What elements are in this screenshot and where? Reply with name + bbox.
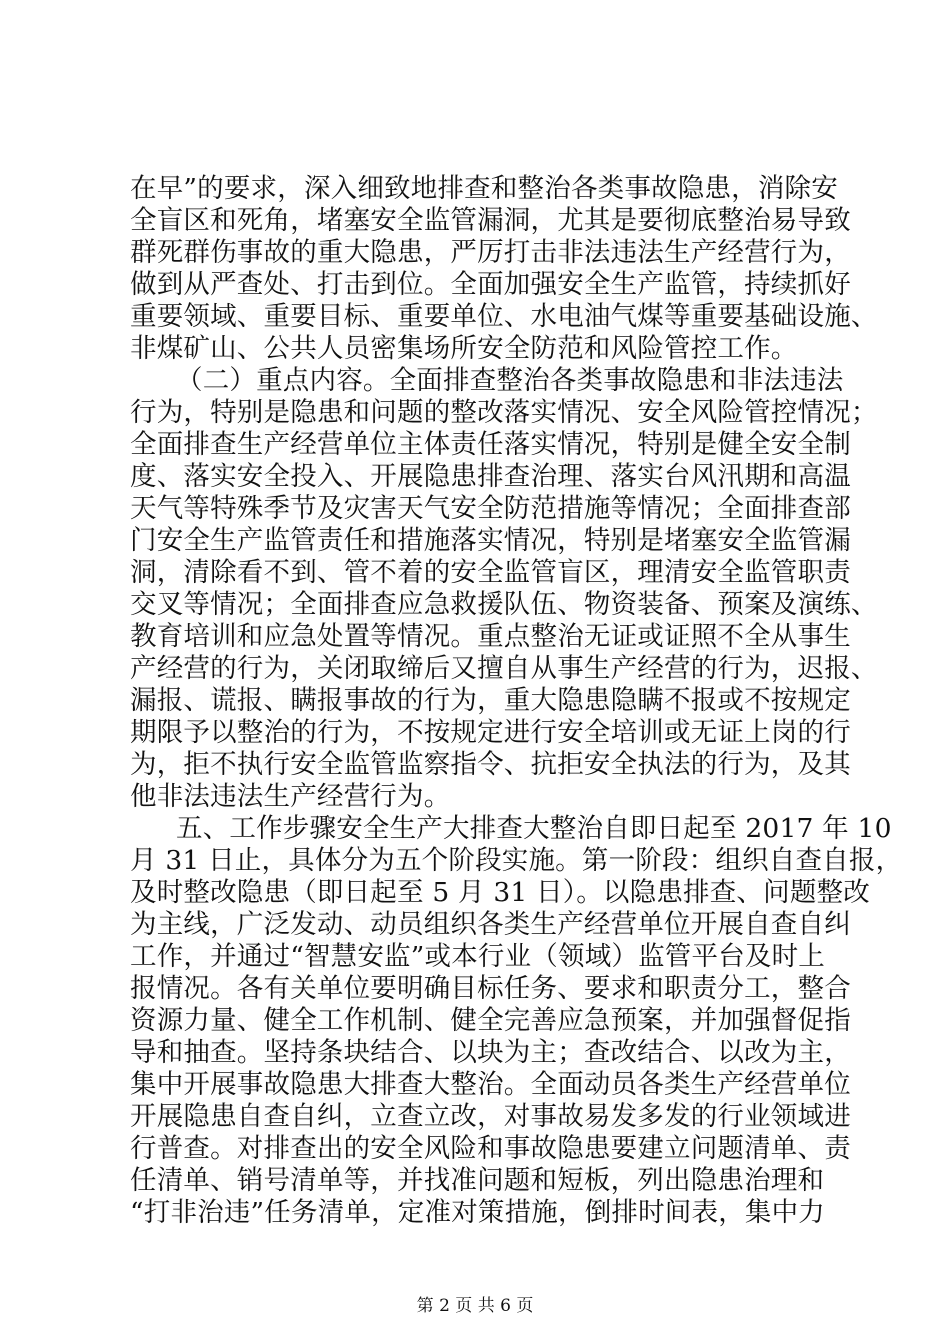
text-line: 在早”的要求，深入细致地排查和整治各类事故隐患，消除安 xyxy=(130,173,838,204)
text-line: 教育培训和应急处置等情况。重点整治无证或证照不全从事生 xyxy=(130,621,851,652)
text-line: 洞，清除看不到、管不着的安全监管盲区，理清安全监管职责 xyxy=(130,557,851,588)
text-line: 行为，特别是隐患和问题的整改落实情况、安全风险管控情况； xyxy=(130,397,878,428)
text-line: 度、落实安全投入、开展隐患排查治理、落实台风汛期和高温 xyxy=(130,461,851,492)
text-line: 全盲区和死角，堵塞安全监管漏洞，尤其是要彻底整治易导致 xyxy=(130,205,851,236)
text-line: 月 31 日止，具体分为五个阶段实施。第一阶段：组织自查自报， xyxy=(130,845,903,876)
text-line: 非煤矿山、公共人员密集场所安全防范和风险管控工作。 xyxy=(130,333,798,364)
text-line: 及时整改隐患（即日起至 5 月 31 日）。以隐患排查、问题整改 xyxy=(130,877,870,908)
text-line: 报情况。各有关单位要明确目标任务、要求和职责分工，整合 xyxy=(130,973,851,1004)
text-line: 重要领域、重要目标、重要单位、水电油气煤等重要基础设施、 xyxy=(130,301,878,332)
text-line: 资源力量、健全工作机制、健全完善应急预案，并加强督促指 xyxy=(130,1005,851,1036)
text-line: 为主线，广泛发动、动员组织各类生产经营单位开展自查自纠 xyxy=(130,909,851,940)
text-line: 群死群伤事故的重大隐患，严厉打击非法违法生产经营行为， xyxy=(130,237,851,268)
text-line: 交叉等情况；全面排查应急救援队伍、物资装备、预案及演练、 xyxy=(130,589,878,620)
text-line: 他非法违法生产经营行为。 xyxy=(130,781,451,812)
paragraph-start-line: （二）重点内容。全面排查整治各类事故隐患和非法违法 xyxy=(176,365,844,396)
text-line: 行普查。对排查出的安全风险和事故隐患要建立问题清单、责 xyxy=(130,1133,851,1164)
text-line: 全面排查生产经营单位主体责任落实情况，特别是健全安全制 xyxy=(130,429,851,460)
text-line: “打非治违”任务清单，定准对策措施，倒排时间表，集中力 xyxy=(130,1197,825,1228)
text-line: 导和抽查。坚持条块结合、以块为主；查改结合、以改为主， xyxy=(130,1037,851,1068)
text-line: 产经营的行为，关闭取缔后又擅自从事生产经营的行为，迟报、 xyxy=(130,653,878,684)
text-line: 工作，并通过“智慧安监”或本行业（领域）监管平台及时上 xyxy=(130,941,825,972)
text-line: 门安全生产监管责任和措施落实情况，特别是堵塞安全监管漏 xyxy=(130,525,851,556)
text-line: 集中开展事故隐患大排查大整治。全面动员各类生产经营单位 xyxy=(130,1069,851,1100)
paragraph-start-line: 五、工作步骤安全生产大排查大整治自即日起至 2017 年 10 xyxy=(176,813,892,844)
text-line: 任清单、销号清单等，并找准问题和短板，列出隐患治理和 xyxy=(130,1165,825,1196)
text-line: 做到从严查处、打击到位。全面加强安全生产监管，持续抓好 xyxy=(130,269,851,300)
page-number: 第 2 页 共 6 页 xyxy=(416,1296,534,1316)
text-line: 漏报、谎报、瞒报事故的行为，重大隐患隐瞒不报或不按规定 xyxy=(130,685,851,716)
text-line: 为，拒不执行安全监管监察指令、抗拒安全执法的行为，及其 xyxy=(130,749,851,780)
text-line: 天气等特殊季节及灾害天气安全防范措施等情况；全面排查部 xyxy=(130,493,851,524)
text-line: 期限予以整治的行为，不按规定进行安全培训或无证上岗的行 xyxy=(130,717,851,748)
text-line: 开展隐患自查自纠，立查立改，对事故易发多发的行业领域进 xyxy=(130,1101,851,1132)
